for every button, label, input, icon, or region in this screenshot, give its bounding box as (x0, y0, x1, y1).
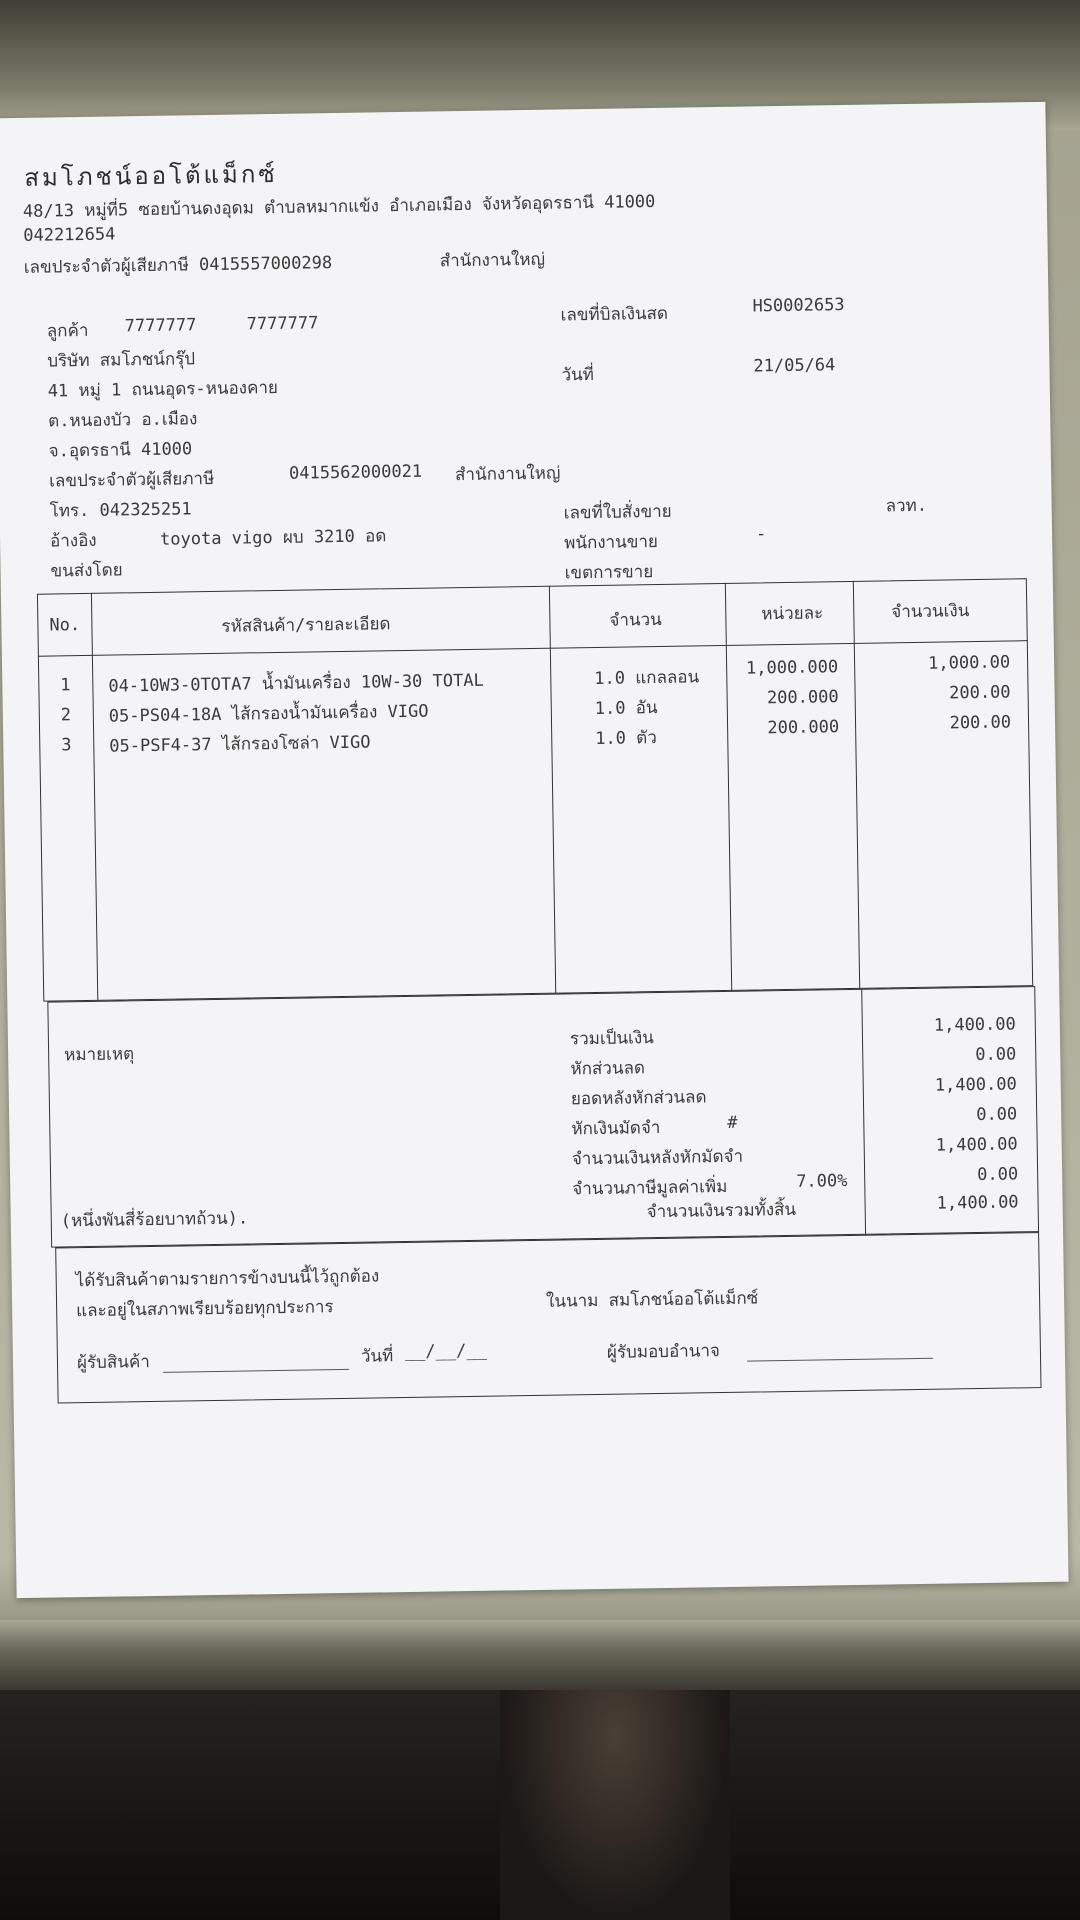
customer-phone: โทร. 042325251 (49, 499, 192, 522)
table-row-no: 3 (61, 735, 72, 756)
table-row-no: 1 (60, 675, 71, 696)
customer-ship-label: ขนส่งโดย (50, 560, 123, 582)
table-row-qty: 1.0 อัน (594, 697, 658, 719)
summary-label: รวมเป็นเงิน (569, 1028, 654, 1050)
header-quantity: จำนวน (609, 609, 662, 631)
bill-staff-label: พนักงานขาย (564, 531, 659, 554)
table-row-desc: 04-10W3-0TOTA7 น้ำมันเครื่อง 10W-30 TOTAL (108, 670, 484, 697)
company-tax-label: เลขประจำตัวผู้เสียภาษี (23, 255, 189, 278)
summary-label: จำนวนเงินหลังหักมัดจำ (571, 1146, 744, 1170)
footer-line2: และอยู่ในสภาพเรียบร้อยทุกประการ (76, 1297, 334, 1322)
summary-label-total: จำนวนเงินรวมทั้งสิ้น (646, 1199, 797, 1223)
bill-no-label: เลขที่บิลเงินสด (560, 303, 669, 326)
company-address: 48/13 หมู่ที่5 ซอยบ้านดงอุดม ตำบลหมากแข้ง อำเภอเมือง จังหวัดอุดรธานี 41000 (22, 191, 656, 222)
customer-code2: 7777777 (246, 313, 319, 335)
customer-addr1: 41 หมู่ 1 ถนนอุดร-หนองคาย (47, 377, 279, 402)
table-row-qty: 1.0 ตัว (595, 728, 657, 749)
company-tax (24, 249, 333, 281)
company-name: สมโภชน์ออโต้แม็กซ์ (24, 159, 278, 192)
company-phone: 042212654 (23, 224, 116, 246)
company-branch: สำนักงานใหญ่ (439, 249, 546, 272)
receive-date-label: วันที่ (360, 1346, 394, 1367)
customer-branch: สำนักงานใหญ่ (454, 463, 561, 486)
customer-tax-id: 0415562000021 (288, 461, 423, 484)
background-shelf (0, 1620, 1080, 1690)
header-description: รหัสสินค้า/รายละเอียด (221, 614, 391, 637)
summary-value: 1,400.00 (933, 1014, 1016, 1036)
table-row-amount: 1,000.00 (928, 652, 1011, 674)
company-tax-id: 0415557000298 (198, 253, 333, 276)
customer-name: บริษัท สมโภชน์กรุ๊ป (47, 349, 196, 372)
customer-addr3: จ.อุดรธานี 41000 (48, 439, 193, 462)
table-row-amount: 200.00 (949, 712, 1012, 734)
amount-in-words: (หนึ่งพันสี่ร้อยบาทถ้วน). (60, 1208, 249, 1232)
table-row-desc: 05-PS04-18A ไส้กรองน้ำมันเครื่อง VIGO (108, 701, 429, 727)
authorized-label: ผู้รับมอบอำนาจ (606, 1341, 721, 1363)
customer-addr2: ต.หนองบัว อ.เมือง (48, 409, 198, 432)
background-floor (0, 1690, 1080, 1920)
table-row-unit: 200.000 (766, 687, 839, 709)
footer-on-behalf: ในนาม สมโภชน์ออโต้แม็กซ์ (545, 1288, 759, 1312)
summary-label: ยอดหลังหักส่วนลด (570, 1087, 707, 1110)
header-no: No. (49, 615, 81, 636)
bill-date-label: วันที่ (561, 364, 595, 386)
table-row-qty: 1.0 แกลลอน (594, 667, 700, 689)
bill-staff-value: - (755, 524, 767, 545)
customer-code1: 7777777 (124, 315, 197, 337)
table-row-unit: 200.000 (767, 717, 840, 739)
summary-label: หักส่วนลด (570, 1058, 646, 1080)
summary-value-total: 1,400.00 (936, 1192, 1019, 1214)
bill-order-value: ลวท. (885, 495, 928, 517)
summary-value: 1,400.00 (934, 1074, 1017, 1096)
table-row-amount: 200.00 (949, 682, 1011, 704)
table-row-no: 2 (60, 705, 72, 726)
header-amount: จำนวนเงิน (891, 601, 970, 623)
remark-label: หมายเหตุ (64, 1044, 135, 1066)
receiver-label: ผู้รับสินค้า (76, 1352, 150, 1374)
header-unit-price: หน่วยละ (761, 603, 824, 625)
table-row-desc: 05-PSF4-37 ไส้กรองโซล่า VIGO (109, 732, 371, 757)
vat-rate: 7.00% (796, 1171, 848, 1192)
summary-label: หักเงินมัดจำ (571, 1118, 661, 1140)
bill-area-label: เขตการขาย (564, 562, 654, 584)
bill-no: HS0002653 (752, 295, 845, 317)
summary-value: 0.00 (977, 1164, 1019, 1186)
customer-ref: toyota vigo ผบ 3210 อด (159, 526, 387, 550)
footer-line1: ได้รับสินค้าตามรายการข้างบนนี้ไว้ถูกต้อง (75, 1266, 380, 1292)
customer-ref-label: อ้างอิง (49, 530, 97, 552)
bill-date: 21/05/64 (753, 355, 836, 377)
bill-order-label: เลขที่ใบสั่งขาย (563, 501, 672, 524)
receive-date-blank: __/__/__ (404, 1340, 487, 1363)
table-row-unit: 1,000.000 (745, 657, 839, 679)
receipt-paper (0, 102, 1069, 1598)
summary-label: จำนวนภาษีมูลค่าเพิ่ม (572, 1176, 728, 1200)
summary-value: 1,400.00 (935, 1134, 1018, 1156)
customer-tax-label: เลขประจำตัวผู้เสียภาษี (48, 468, 215, 492)
summary-value: 0.00 (975, 1044, 1017, 1066)
customer-label: ลูกค้า (46, 320, 89, 342)
summary-value: 0.00 (976, 1104, 1018, 1126)
deposit-marker: # (727, 1112, 738, 1133)
